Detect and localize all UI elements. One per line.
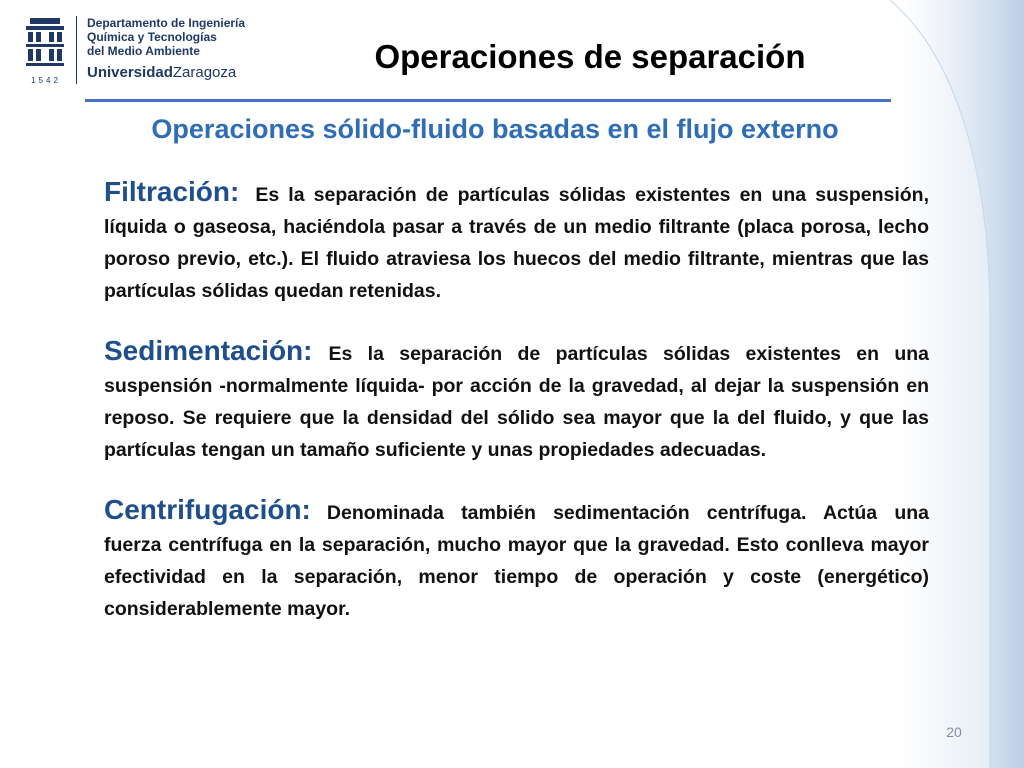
dept-line-1: Departamento de Ingeniería [87, 16, 246, 30]
section-sedimentacion [104, 335, 929, 466]
title-divider [85, 99, 891, 102]
slide-title: Operaciones de separación [374, 38, 806, 75]
building-emblem-icon [22, 16, 68, 88]
dept-line-3: del Medio Ambiente [87, 44, 200, 58]
section-centrifugacion [104, 494, 929, 625]
section-term: Sedimentación: [104, 335, 313, 366]
slide-subtitle: Operaciones sólido-fluido basadas en el flujo externo [151, 114, 839, 144]
page-number: 20 [946, 724, 962, 740]
section-filtracion [104, 176, 929, 307]
university-logo [22, 16, 272, 88]
university-name-bold: Universidad [87, 64, 173, 81]
university-name-regular: Zaragoza [172, 64, 237, 81]
logo-year: 1542 [31, 76, 61, 85]
section-text: Denominada también sedimentación centrífuga. Actúa una fuerza centrífuga en la separación, mucho mayor que la gravedad. Esto conlleva mayor efectividad en la separación, menor tiempo de operación y coste (energético) considerablemente mayor. [104, 502, 929, 620]
slide-content [104, 176, 929, 653]
section-text: Es la separación de partículas sólidas existentes en una suspensión, líquida o gaseosa, haciéndola pasar a través de un medio filtrante (placa porosa, lecho poroso previo, etc.). El fluido atraviesa los huecos del medio filtrante, mientras que las partículas sólidas quedan retenidas. [104, 184, 929, 302]
section-text: Es la separación de partículas sólidas existentes en una suspensión -normalmente líquida- por acción de la gravedad, al dejar la suspensión en reposo. Se requiere que la densidad del sólido sea mayor que la del fluido, y que las partículas tengan un tamaño suficiente y unas propiedades adecuadas. [104, 343, 929, 461]
logo-text [76, 16, 245, 84]
section-term: Centrifugación: [104, 494, 311, 525]
university-name [87, 65, 245, 81]
section-term: Filtración: [104, 176, 240, 207]
dept-line-2: Química y Tecnologías [87, 30, 217, 44]
